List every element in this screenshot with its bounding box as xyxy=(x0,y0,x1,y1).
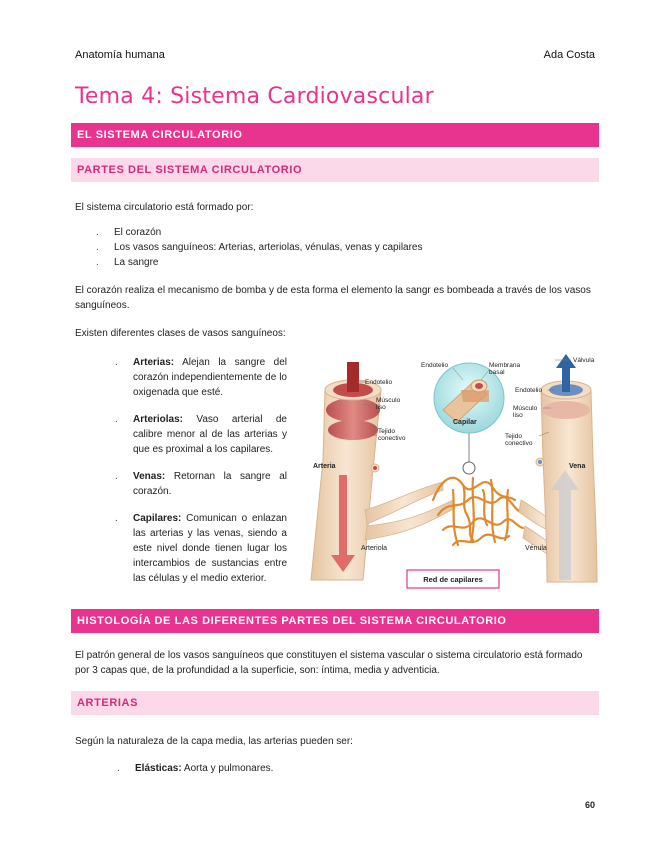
arterias-paragraph: Según la naturaleza de la capa media, las arterias pueden ser: xyxy=(75,736,353,747)
vessel-desc: Comunican o enlazan las arterias y las venas, siendo a este nivel donde tienen lugar los intercambios de sustancias entre las células y el medio exterior. xyxy=(133,513,287,584)
vessel-term: Arteriolas: xyxy=(133,414,184,425)
blood-vessels-figure xyxy=(303,350,600,598)
section-heading-sistema-circulatorio: EL SISTEMA CIRCULATORIO xyxy=(71,123,599,147)
vessel-term: Capilares: xyxy=(133,513,182,524)
label-arteria: Arteria xyxy=(313,463,336,470)
bullet-mark: . xyxy=(96,257,99,268)
section-heading-histologia: HISTOLOGÍA DE LAS DIFERENTES PARTES DEL SISTEMA CIRCULATORIO xyxy=(71,609,599,633)
page-title: Tema 4: Sistema Cardiovascular xyxy=(75,84,434,109)
artery-muscle-layer xyxy=(326,398,380,422)
header-left: Anatomía humana xyxy=(75,49,165,61)
header-right: Ada Costa xyxy=(543,49,595,61)
histology-paragraph: El patrón general de los vasos sanguíneos que constituyen el sistema vascular o sistema circulatorio está formado por 3 capas que, de la profundidad a la superficie, son: íntima, media y adventicia. xyxy=(75,650,583,676)
page-number: 60 xyxy=(584,800,595,810)
vessel-item-capilares xyxy=(117,511,287,586)
label-venula: Vénula xyxy=(525,545,547,552)
label-capilar: Capilar xyxy=(453,419,477,426)
vessel-term: Arterias: xyxy=(133,357,175,368)
label-membrana: Membrana basal xyxy=(489,362,521,376)
list-item-text: El corazón xyxy=(114,227,162,238)
label-endotelio-right: Endotelio xyxy=(515,387,543,394)
bullet-mark: . xyxy=(115,471,118,482)
label-musculo-left: Músculo liso xyxy=(376,397,401,411)
list-item-text: Los vasos sanguíneos: Arterias, arteriolas, vénulas, venas y capilares xyxy=(114,242,423,253)
vessel-term: Venas: xyxy=(133,471,166,482)
vein-muscle-layer xyxy=(542,401,590,419)
label-arteriola: Arteriola xyxy=(361,545,388,552)
vessel-desc: Retornan la sangre al corazón. xyxy=(133,471,287,497)
vessel-desc: Alejan la sangre del corazón independientemente de lo oxigenada que esté. xyxy=(133,357,287,398)
list-item xyxy=(117,762,273,776)
bullet-mark: . xyxy=(115,513,118,524)
artery-muscle-layer xyxy=(328,420,378,440)
vessel-desc: Vaso arterial de calibre menor al de las arterias y que es proximal a los capilares. xyxy=(133,414,287,455)
classes-paragraph: Existen diferentes clases de vasos sanguíneos: xyxy=(75,328,286,339)
list-item xyxy=(96,241,423,255)
artery-blood-flow-arrow xyxy=(347,362,359,392)
label-tejido-right: Tejido conectivo xyxy=(505,433,533,447)
list-item xyxy=(96,226,161,240)
vessel-item-arterias xyxy=(117,355,287,400)
label-red-capilares: Red de capilares xyxy=(423,575,483,584)
arteria-type-desc: Aorta y pulmonares. xyxy=(181,763,274,774)
label-tejido-left: Tejido conectivo xyxy=(378,428,406,442)
list-item xyxy=(96,256,158,270)
vessel-item-arteriolas xyxy=(117,412,287,457)
bullet-mark: . xyxy=(96,242,99,253)
subsection-heading-partes: PARTES DEL SISTEMA CIRCULATORIO xyxy=(71,158,599,182)
intro-paragraph: El sistema circulatorio está formado por: xyxy=(75,202,254,213)
bullet-mark: . xyxy=(96,227,99,238)
list-item-text: La sangre xyxy=(114,257,159,268)
vessel-item-venas xyxy=(117,469,287,499)
heart-paragraph: El corazón realiza el mecanismo de bomba y de esta forma el elemento la sangr es bombeada a través de los vasos sanguíneos. xyxy=(75,285,591,311)
label-valvula: Válvula xyxy=(573,357,595,364)
label-endotelio-center: Endotelio xyxy=(421,362,449,369)
bullet-mark: . xyxy=(115,414,118,425)
label-vena: Vena xyxy=(569,463,586,470)
subsection-heading-arterias: ARTERIAS xyxy=(71,691,599,715)
bullet-mark: . xyxy=(117,763,120,774)
label-musculo-right: Músculo liso xyxy=(513,405,538,419)
arteria-type-term: Elásticas: xyxy=(135,763,182,774)
bullet-mark: . xyxy=(115,357,118,368)
label-endotelio-left: Endotelio xyxy=(365,379,393,386)
